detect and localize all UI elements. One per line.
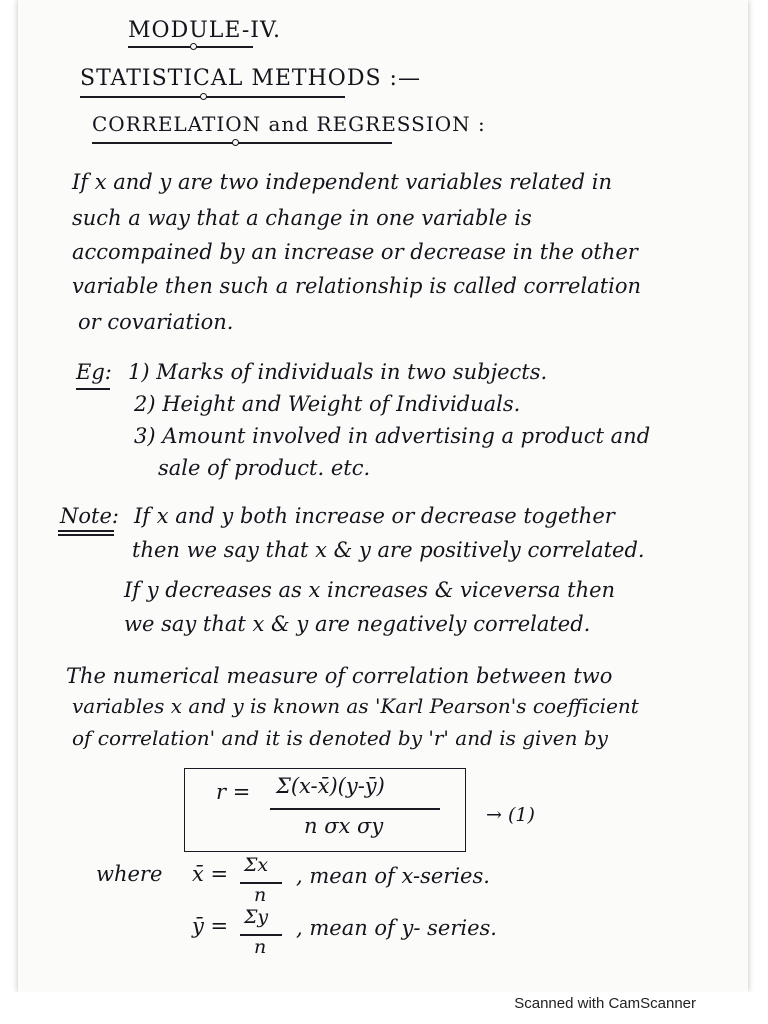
- module-title: MODULE-IV.: [128, 18, 281, 43]
- measure-line-3: of correlation' and it is denoted by 'r' and is given by: [72, 726, 608, 750]
- mean-y-text: , mean of y- series.: [296, 916, 497, 940]
- definition-line-3: accompained by an increase or decrease in the other: [72, 240, 638, 264]
- mean-x-text: , mean of x-series.: [296, 864, 490, 888]
- formula-denominator: n σx σy: [304, 814, 384, 838]
- note-underline-2: [58, 534, 114, 536]
- example-2: 2) Height and Weight of Individuals.: [134, 392, 521, 416]
- note-underline-1: [58, 530, 114, 532]
- where-label: where: [96, 862, 163, 886]
- mean-x-symbol: x̄ =: [192, 862, 229, 886]
- mean-x-denominator: n: [254, 884, 267, 906]
- definition-line-4: variable then such a relationship is called correlation: [72, 274, 642, 298]
- section-title: STATISTICAL METHODS :—: [80, 66, 421, 91]
- measure-line-1: The numerical measure of correlation between two: [66, 664, 613, 688]
- mean-y-numerator: Σy: [244, 906, 269, 928]
- definition-line-5: or covariation.: [78, 310, 234, 334]
- module-underline-dot: [190, 43, 197, 50]
- measure-line-2: variables x and y is known as 'Karl Pearson's coefficient: [72, 694, 639, 718]
- formula-fraction-bar: [270, 808, 440, 810]
- note-line-3: If y decreases as x increases & viceversa then: [124, 578, 616, 602]
- definition-line-1: If x and y are two independent variables related in: [72, 170, 613, 194]
- section-underline-dot: [200, 93, 207, 100]
- note-line-4: we say that x & y are negatively correlated.: [124, 612, 591, 636]
- example-3-cont: sale of product. etc.: [158, 456, 371, 480]
- subtitle-underline: [92, 142, 392, 144]
- example-3: 3) Amount involved in advertising a product and: [134, 424, 651, 448]
- sub-title: CORRELATION and REGRESSION :: [92, 112, 486, 136]
- section-underline: [80, 96, 345, 98]
- examples-underline: [76, 388, 110, 390]
- definition-line-2: such a way that a change in one variable is: [72, 206, 532, 230]
- formula-numerator: Σ(x-x̄)(y-ȳ): [276, 774, 385, 798]
- camscanner-footer: Scanned with CamScanner: [514, 995, 696, 1012]
- mean-y-symbol: ȳ =: [192, 914, 229, 938]
- formula-lhs: r =: [216, 780, 251, 804]
- mean-y-denominator: n: [254, 936, 267, 958]
- note-line-2: then we say that x & y are positively correlated.: [132, 538, 645, 562]
- example-1: 1) Marks of individuals in two subjects.: [128, 360, 548, 384]
- examples-label: Eg:: [76, 360, 112, 384]
- equation-ref: → (1): [486, 804, 535, 826]
- mean-x-numerator: Σx: [244, 854, 269, 876]
- note-label: Note:: [60, 504, 119, 528]
- subtitle-underline-dot: [232, 139, 239, 146]
- note-line-1: If x and y both increase or decrease together: [134, 504, 615, 528]
